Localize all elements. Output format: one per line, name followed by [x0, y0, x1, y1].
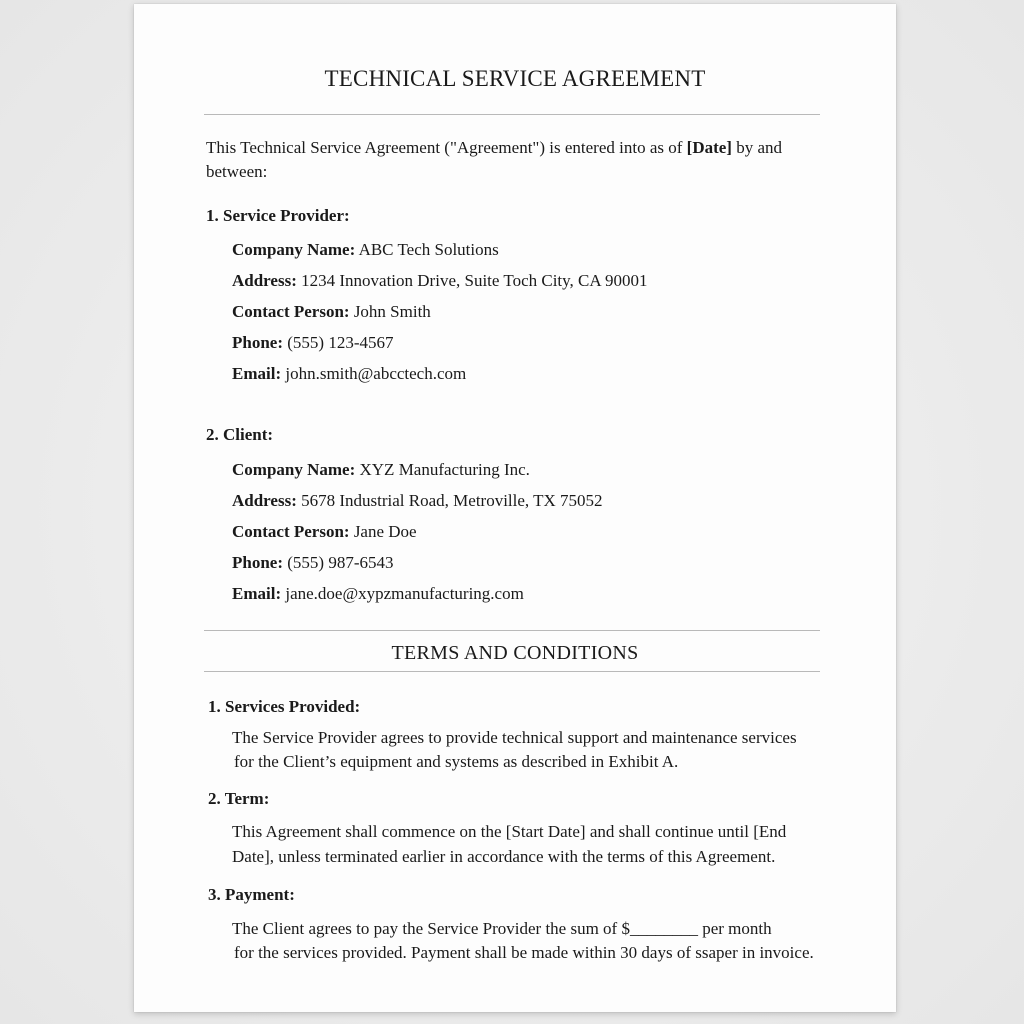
- provider-company-value: ABC Tech Solutions: [358, 240, 499, 259]
- provider-email: [232, 364, 466, 384]
- term-line-2: Date], unless terminated earlier in accordance with the terms of this Agreement.: [232, 847, 776, 866]
- provider-company-label: Company Name:: [232, 240, 356, 259]
- services-line-1: The Service Provider agrees to provide technical support and maintenance services: [232, 728, 797, 747]
- intro-paragraph: [206, 136, 826, 184]
- client-email-value: jane.doe@xypzmanufacturing.com: [285, 584, 524, 603]
- provider-address-value: 1234 Innovation Drive, Suite Toch City, CA 90001: [301, 271, 648, 290]
- client-company: [232, 460, 530, 480]
- client-address-label: Address:: [232, 491, 297, 510]
- intro-text-before: This Technical Service Agreement ("Agreement") is entered into as of: [206, 138, 687, 157]
- terms-top-divider: [204, 630, 820, 631]
- provider-address-label: Address:: [232, 271, 297, 290]
- document-title: TECHNICAL SERVICE AGREEMENT: [324, 66, 706, 91]
- provider-company: [232, 240, 499, 260]
- provider-heading: 1. Service Provider:: [206, 206, 350, 225]
- payment-line-2: for the services provided. Payment shall be made within 30 days of ssaper in invoice.: [234, 943, 814, 962]
- client-company-label: Company Name:: [232, 460, 356, 479]
- document-page: [134, 4, 896, 1012]
- provider-address: [232, 271, 647, 291]
- provider-phone-label: Phone:: [232, 333, 283, 352]
- provider-email-label: Email:: [232, 364, 282, 383]
- term-line-1: This Agreement shall commence on the [Start Date] and shall continue until [End: [232, 822, 787, 841]
- provider-contact-value: John Smith: [353, 302, 431, 321]
- client-address-value: 5678 Industrial Road, Metroville, TX 75052: [301, 491, 603, 510]
- client-phone-label: Phone:: [232, 553, 283, 572]
- client-heading: 2. Client:: [206, 425, 274, 444]
- client-contact-label: Contact Person:: [232, 522, 350, 541]
- provider-phone: [232, 333, 393, 353]
- provider-phone-value: (555) 123-4567: [287, 333, 394, 352]
- terms-bottom-divider: [204, 671, 820, 672]
- client-phone-value: (555) 987-6543: [287, 553, 394, 572]
- client-company-value: XYZ Manufacturing Inc.: [359, 460, 530, 479]
- payment-line-1: The Client agrees to pay the Service Provider the sum of $________ per month: [232, 919, 772, 938]
- provider-contact: [232, 302, 431, 322]
- client-address: [232, 491, 603, 511]
- client-email-label: Email:: [232, 584, 282, 603]
- terms-title: TERMS AND CONDITIONS: [391, 642, 639, 664]
- title-divider: [204, 114, 820, 115]
- provider-contact-label: Contact Person:: [232, 302, 350, 321]
- client-contact: [232, 522, 417, 542]
- client-contact-value: Jane Doe: [353, 522, 417, 541]
- client-phone: [232, 553, 393, 573]
- intro-text-after: by and between:: [206, 138, 783, 181]
- client-email: [232, 584, 524, 604]
- term-heading: 2. Term:: [208, 789, 270, 808]
- services-line-2: for the Client’s equipment and systems as described in Exhibit A.: [234, 752, 679, 771]
- date-placeholder: [Date]: [686, 138, 732, 157]
- provider-email-value: john.smith@abcctech.com: [285, 364, 467, 383]
- services-heading: 1. Services Provided:: [208, 697, 361, 716]
- payment-heading: 3. Payment:: [208, 885, 295, 904]
